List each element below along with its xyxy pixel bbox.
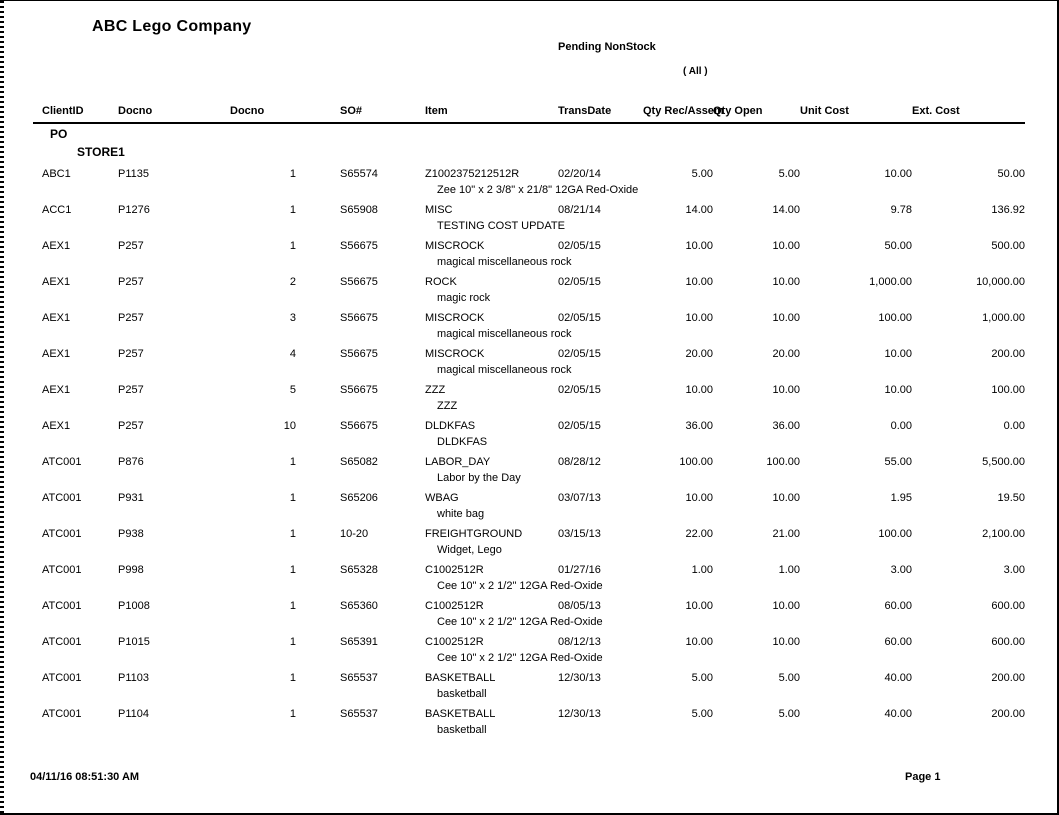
column-header-ext-cost: Ext. Cost <box>912 104 1025 123</box>
cell-item: Z1002375212512R <box>425 168 520 180</box>
table-row <box>33 599 1025 615</box>
cell-qty-open: 5.00 <box>778 168 800 180</box>
cell-ext-cost: 5,500.00 <box>982 456 1025 468</box>
cell-transdate: 01/27/16 <box>558 564 601 576</box>
cell-unit-cost: 10.00 <box>884 168 912 180</box>
cell-so: S65391 <box>340 636 378 648</box>
cell-clientid: AEX1 <box>42 384 71 396</box>
cell-qty-rec: 5.00 <box>691 168 713 180</box>
cell-unit-cost: 60.00 <box>884 600 912 612</box>
cell-unit-cost: 50.00 <box>884 240 912 252</box>
table-row-description <box>33 471 1025 491</box>
cell-transdate: 02/05/15 <box>558 240 601 252</box>
cell-clientid: AEX1 <box>42 240 71 252</box>
cell-so: S65328 <box>340 564 378 576</box>
cell-qty-rec: 10.00 <box>685 276 713 288</box>
cell-item: DLDKFAS <box>425 420 476 432</box>
cell-ext-cost: 100.00 <box>991 384 1025 396</box>
cell-docno-line: 1 <box>289 564 296 576</box>
cell-docno-line: 1 <box>289 204 296 216</box>
cell-qty-rec: 5.00 <box>691 708 713 720</box>
cell-docno: P1276 <box>118 204 150 216</box>
company-title: ABC Lego Company <box>92 18 252 35</box>
cell-clientid: ATC001 <box>42 528 82 540</box>
cell-ext-cost: 200.00 <box>991 708 1025 720</box>
column-header-qty-rec: Qty Rec/Assem <box>643 104 713 123</box>
cell-docno: P1008 <box>118 600 150 612</box>
cell-ext-cost: 200.00 <box>991 348 1025 360</box>
cell-item-description: basketball <box>437 688 487 700</box>
cell-so: S65082 <box>340 456 378 468</box>
cell-transdate: 12/30/13 <box>558 708 601 720</box>
cell-docno-line: 1 <box>289 456 296 468</box>
cell-unit-cost: 1,000.00 <box>869 276 912 288</box>
cell-ext-cost: 600.00 <box>991 636 1025 648</box>
cell-item-description: magical miscellaneous rock <box>437 364 572 376</box>
cell-qty-rec: 10.00 <box>685 312 713 324</box>
page-edge-binding <box>0 1 4 815</box>
cell-unit-cost: 10.00 <box>884 384 912 396</box>
cell-docno-line: 2 <box>289 276 296 288</box>
table-row <box>33 635 1025 651</box>
column-header-clientid: ClientID <box>33 104 118 123</box>
cell-ext-cost: 136.92 <box>991 204 1025 216</box>
column-header-item: Item <box>425 104 558 123</box>
cell-unit-cost: 9.78 <box>890 204 912 216</box>
cell-clientid: ABC1 <box>42 168 71 180</box>
cell-item-description: magical miscellaneous rock <box>437 328 572 340</box>
cell-clientid: ATC001 <box>42 456 82 468</box>
cell-clientid: ATC001 <box>42 564 82 576</box>
cell-qty-open: 5.00 <box>778 672 800 684</box>
cell-item: BASKETBALL <box>425 708 496 720</box>
cell-docno-line: 4 <box>289 348 296 360</box>
cell-qty-rec: 10.00 <box>685 636 713 648</box>
report-table <box>33 104 1025 743</box>
cell-docno-line: 1 <box>289 528 296 540</box>
cell-docno-line: 1 <box>289 168 296 180</box>
cell-unit-cost: 1.95 <box>890 492 912 504</box>
table-row-description <box>33 507 1025 527</box>
cell-clientid: ATC001 <box>42 672 82 684</box>
cell-item-description: Widget, Lego <box>437 544 502 556</box>
cell-qty-rec: 10.00 <box>685 240 713 252</box>
cell-item-description: magical miscellaneous rock <box>437 256 572 268</box>
cell-so: S65574 <box>340 168 378 180</box>
cell-item-description: magic rock <box>437 292 491 304</box>
cell-item-description: basketball <box>437 724 487 736</box>
cell-docno-line: 1 <box>289 600 296 612</box>
cell-item: BASKETBALL <box>425 672 496 684</box>
cell-ext-cost: 19.50 <box>997 492 1025 504</box>
report-title: Pending NonStock <box>558 41 656 53</box>
cell-qty-rec: 20.00 <box>685 348 713 360</box>
cell-docno: P257 <box>118 348 144 360</box>
cell-docno-line: 3 <box>289 312 296 324</box>
cell-so: S65537 <box>340 708 378 720</box>
cell-transdate: 02/05/15 <box>558 312 601 324</box>
cell-item-description: ZZZ <box>437 400 458 412</box>
cell-clientid: ATC001 <box>42 600 82 612</box>
cell-docno-line: 1 <box>289 636 296 648</box>
cell-transdate: 02/20/14 <box>558 168 601 180</box>
cell-clientid: ATC001 <box>42 492 82 504</box>
cell-so: S56675 <box>340 348 378 360</box>
cell-transdate: 02/05/15 <box>558 384 601 396</box>
table-row-description <box>33 723 1025 743</box>
table-row-description <box>33 687 1025 707</box>
cell-qty-open: 100.00 <box>766 456 800 468</box>
cell-so: S56675 <box>340 240 378 252</box>
cell-item: C1002512R <box>425 636 484 648</box>
table-header-row <box>33 104 1025 123</box>
cell-unit-cost: 60.00 <box>884 636 912 648</box>
table-row <box>33 707 1025 723</box>
cell-item: MISCROCK <box>425 348 485 360</box>
table-row-description <box>33 435 1025 455</box>
cell-transdate: 08/12/13 <box>558 636 601 648</box>
table-header <box>33 104 1025 123</box>
cell-unit-cost: 100.00 <box>878 528 912 540</box>
cell-ext-cost: 2,100.00 <box>982 528 1025 540</box>
cell-qty-open: 20.00 <box>772 348 800 360</box>
cell-docno-line: 1 <box>289 240 296 252</box>
cell-transdate: 08/05/13 <box>558 600 601 612</box>
cell-qty-rec: 1.00 <box>691 564 713 576</box>
cell-docno: P998 <box>118 564 144 576</box>
column-header-so: SO# <box>296 104 425 123</box>
table-row <box>33 275 1025 291</box>
cell-qty-rec: 10.00 <box>685 600 713 612</box>
column-header-docno-line: Docno <box>230 104 296 123</box>
cell-qty-rec: 14.00 <box>685 204 713 216</box>
cell-transdate: 02/05/15 <box>558 276 601 288</box>
cell-so: S56675 <box>340 420 378 432</box>
table-row <box>33 491 1025 507</box>
cell-docno: P257 <box>118 420 144 432</box>
cell-ext-cost: 3.00 <box>1003 564 1025 576</box>
cell-item: ZZZ <box>425 384 446 396</box>
table-row-description <box>33 651 1025 671</box>
cell-so: S65360 <box>340 600 378 612</box>
cell-item-description: TESTING COST UPDATE <box>437 220 565 232</box>
cell-ext-cost: 500.00 <box>991 240 1025 252</box>
cell-docno-line: 5 <box>289 384 296 396</box>
table-row-description <box>33 363 1025 383</box>
table-row <box>33 203 1025 219</box>
cell-so: S56675 <box>340 276 378 288</box>
table-row <box>33 563 1025 579</box>
cell-qty-rec: 22.00 <box>685 528 713 540</box>
cell-item-description: Zee 10" x 2 3/8" x 21/8" 12GA Red-Oxide <box>437 184 639 196</box>
cell-clientid: AEX1 <box>42 420 71 432</box>
cell-item-description: Cee 10" x 2 1/2" 12GA Red-Oxide <box>437 616 603 628</box>
cell-ext-cost: 0.00 <box>1003 420 1025 432</box>
column-header-transdate: TransDate <box>558 104 643 123</box>
cell-docno: P1135 <box>118 168 149 180</box>
table-row-description <box>33 255 1025 275</box>
cell-transdate: 08/21/14 <box>558 204 601 216</box>
table-row <box>33 527 1025 543</box>
cell-item: MISCROCK <box>425 312 485 324</box>
page-number: Page 1 <box>905 771 941 783</box>
cell-docno: P1104 <box>118 708 149 720</box>
cell-clientid: AEX1 <box>42 312 71 324</box>
cell-docno: P257 <box>118 312 144 324</box>
cell-item-description: Labor by the Day <box>437 472 521 484</box>
cell-docno: P257 <box>118 384 144 396</box>
cell-item: C1002512R <box>425 600 484 612</box>
cell-qty-open: 10.00 <box>772 384 800 396</box>
table-body <box>33 123 1025 743</box>
table-row-description <box>33 579 1025 599</box>
cell-docno: P931 <box>118 492 144 504</box>
cell-docno: P876 <box>118 456 144 468</box>
table-row-description <box>33 543 1025 563</box>
cell-unit-cost: 3.00 <box>890 564 912 576</box>
cell-unit-cost: 100.00 <box>878 312 912 324</box>
cell-qty-rec: 100.00 <box>679 456 713 468</box>
table-row-description <box>33 327 1025 347</box>
cell-unit-cost: 40.00 <box>884 708 912 720</box>
column-header-qty-open: Qty Open <box>713 104 800 123</box>
group-header-store1-label: STORE1 <box>77 145 125 159</box>
cell-clientid: ATC001 <box>42 708 82 720</box>
cell-qty-rec: 10.00 <box>685 384 713 396</box>
cell-transdate: 03/07/13 <box>558 492 601 504</box>
cell-docno-line: 1 <box>289 672 296 684</box>
cell-clientid: AEX1 <box>42 276 71 288</box>
table-row <box>33 347 1025 363</box>
cell-so: S65537 <box>340 672 378 684</box>
cell-unit-cost: 40.00 <box>884 672 912 684</box>
cell-qty-rec: 10.00 <box>685 492 713 504</box>
cell-item: MISCROCK <box>425 240 485 252</box>
group-header-po-label: PO <box>50 127 68 141</box>
cell-qty-rec: 5.00 <box>691 672 713 684</box>
table-row-description <box>33 399 1025 419</box>
cell-docno-line: 10 <box>283 420 296 432</box>
cell-unit-cost: 55.00 <box>884 456 912 468</box>
cell-item-description: white bag <box>437 508 485 520</box>
group-header-store1 <box>33 145 1025 167</box>
table-row <box>33 383 1025 399</box>
cell-transdate: 08/28/12 <box>558 456 601 468</box>
table-row <box>33 311 1025 327</box>
cell-item-description: Cee 10" x 2 1/2" 12GA Red-Oxide <box>437 652 603 664</box>
table-row <box>33 239 1025 255</box>
table-row <box>33 455 1025 471</box>
cell-so: S56675 <box>340 312 378 324</box>
cell-so: S65206 <box>340 492 378 504</box>
cell-qty-open: 10.00 <box>772 240 800 252</box>
cell-transdate: 02/05/15 <box>558 420 601 432</box>
cell-qty-open: 10.00 <box>772 312 800 324</box>
column-header-unit-cost: Unit Cost <box>800 104 912 123</box>
cell-qty-open: 10.00 <box>772 600 800 612</box>
cell-docno: P1103 <box>118 672 149 684</box>
cell-qty-open: 10.00 <box>772 636 800 648</box>
cell-qty-open: 10.00 <box>772 276 800 288</box>
cell-docno: P1015 <box>118 636 150 648</box>
cell-item: C1002512R <box>425 564 484 576</box>
cell-clientid: AEX1 <box>42 348 71 360</box>
table-row-description <box>33 219 1025 239</box>
column-header-docno: Docno <box>118 104 230 123</box>
cell-transdate: 02/05/15 <box>558 348 601 360</box>
cell-item: ROCK <box>425 276 457 288</box>
cell-item-description: Cee 10" x 2 1/2" 12GA Red-Oxide <box>437 580 603 592</box>
table-row-description <box>33 291 1025 311</box>
table-row <box>33 671 1025 687</box>
cell-qty-open: 14.00 <box>772 204 800 216</box>
cell-docno-line: 1 <box>289 492 296 504</box>
cell-ext-cost: 1,000.00 <box>982 312 1025 324</box>
cell-transdate: 03/15/13 <box>558 528 601 540</box>
cell-qty-open: 5.00 <box>778 708 800 720</box>
cell-ext-cost: 10,000.00 <box>976 276 1025 288</box>
cell-qty-open: 1.00 <box>778 564 800 576</box>
cell-ext-cost: 200.00 <box>991 672 1025 684</box>
cell-unit-cost: 10.00 <box>884 348 912 360</box>
table-row <box>33 167 1025 183</box>
table-row-description <box>33 183 1025 203</box>
report-generated-timestamp: 04/11/16 08:51:30 AM <box>30 771 140 783</box>
cell-docno: P938 <box>118 528 144 540</box>
cell-ext-cost: 600.00 <box>991 600 1025 612</box>
cell-item-description: DLDKFAS <box>437 436 488 448</box>
cell-item: MISC <box>425 204 453 216</box>
cell-docno-line: 1 <box>289 708 296 720</box>
cell-so: S56675 <box>340 384 378 396</box>
table-row-description <box>33 615 1025 635</box>
cell-docno: P257 <box>118 276 144 288</box>
cell-docno: P257 <box>118 240 144 252</box>
table-row <box>33 419 1025 435</box>
cell-so: S65908 <box>340 204 378 216</box>
cell-item: LABOR_DAY <box>425 456 491 468</box>
report-filter: ( All ) <box>683 66 708 77</box>
cell-qty-open: 10.00 <box>772 492 800 504</box>
cell-so: 10-20 <box>340 528 369 540</box>
cell-ext-cost: 50.00 <box>997 168 1025 180</box>
cell-clientid: ACC1 <box>42 204 72 216</box>
cell-item: WBAG <box>425 492 459 504</box>
cell-transdate: 12/30/13 <box>558 672 601 684</box>
cell-item: FREIGHTGROUND <box>425 528 523 540</box>
cell-qty-open: 21.00 <box>772 528 800 540</box>
cell-unit-cost: 0.00 <box>890 420 912 432</box>
group-header-po <box>33 123 1025 145</box>
cell-qty-open: 36.00 <box>772 420 800 432</box>
cell-qty-rec: 36.00 <box>685 420 713 432</box>
cell-clientid: ATC001 <box>42 636 82 648</box>
